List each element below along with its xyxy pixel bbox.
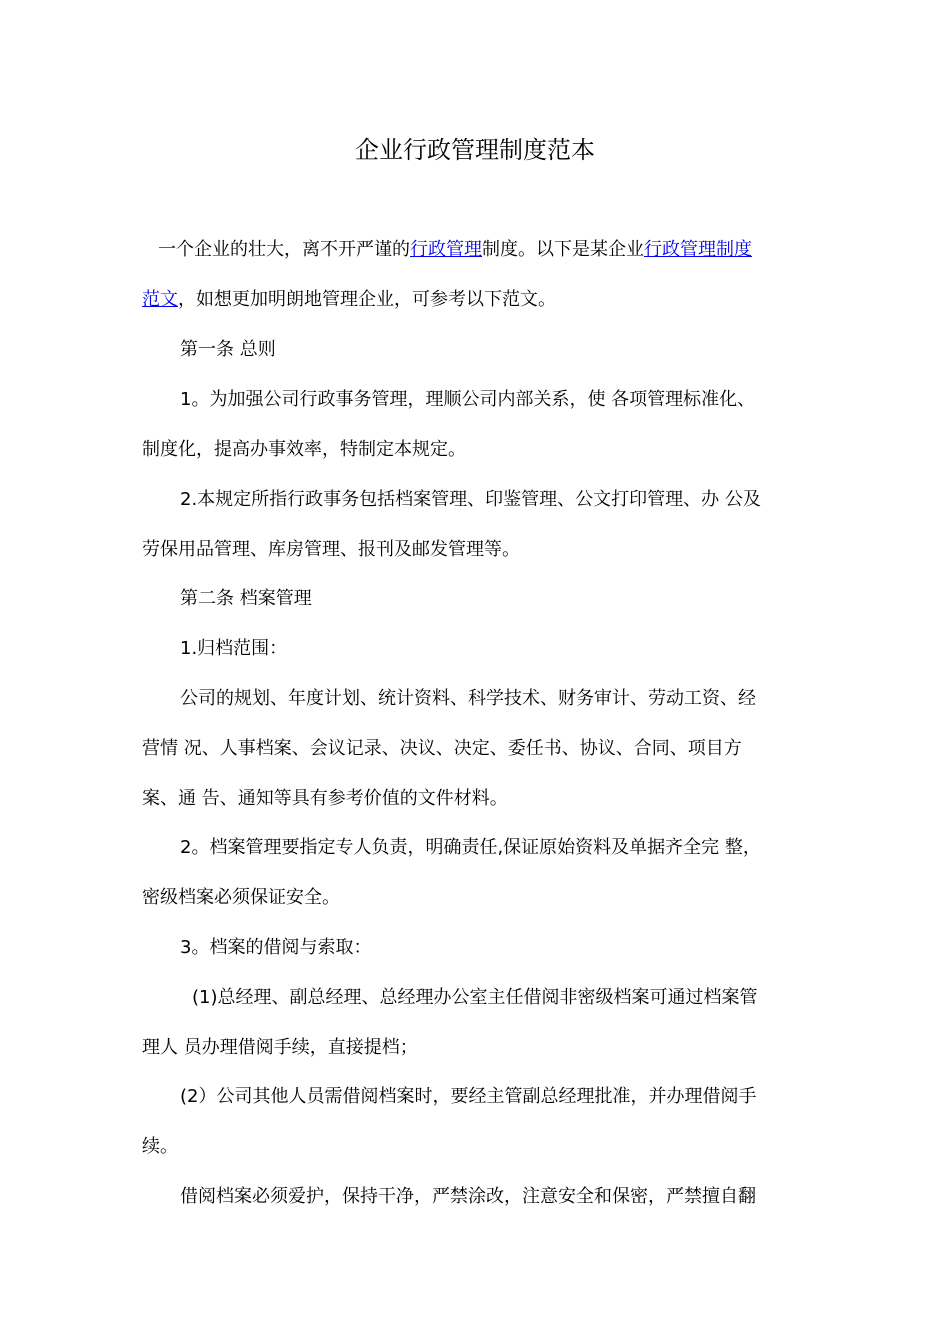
paragraph-line: (2）公司其他人员需借阅档案时，要经主管副总经理批准，并办理借阅手	[180, 1086, 757, 1107]
paragraph-line: 续。	[142, 1136, 178, 1157]
intro-line-2	[142, 287, 802, 313]
section-heading: 第一条 总则	[180, 339, 276, 360]
paragraph-line: 1.归档范围：	[180, 638, 288, 659]
paragraph-line: 1。为加强公司行政事务管理，理顺公司内部关系，使 各项管理标准化、	[180, 389, 756, 410]
paragraph-line: 制度化，提高办事效率，特制定本规定。	[142, 439, 466, 460]
paragraph-line: 劳保用品管理、库房管理、报刊及邮发管理等。	[142, 539, 520, 560]
intro-text: 一个企业的壮大，离不开严谨的	[158, 239, 410, 260]
paragraph-line: 密级档案必须保证安全。	[142, 887, 340, 908]
admin-policy-link[interactable]: 行政管理制度	[644, 239, 752, 260]
intro-text: ，如想更加明朗地管理企业，可参考以下范文。	[178, 289, 556, 310]
paragraph-line: 2。档案管理要指定专人负责，明确责任,保证原始资料及单据齐全完 整，	[180, 837, 761, 858]
paragraph-line: (1)总经理、副总经理、总经理办公室主任借阅非密级档案可通过档案管	[192, 987, 758, 1008]
page-title: 企业行政管理制度范本	[355, 136, 595, 164]
section-heading: 第二条 档案管理	[180, 588, 312, 609]
paragraph-line: 理人 员办理借阅手续，直接提档；	[142, 1037, 418, 1058]
intro-line-1	[158, 237, 818, 263]
paragraph-line: 2.本规定所指行政事务包括档案管理、印鉴管理、公文打印管理、办 公及	[180, 489, 761, 510]
paragraph-line: 3。档案的借阅与索取：	[180, 937, 372, 958]
intro-text: 制度。以下是某企业	[482, 239, 644, 260]
paragraph-line: 营情 况、人事档案、会议记录、决议、决定、委任书、协议、合同、项目方	[142, 738, 742, 759]
paragraph-line: 公司的规划、年度计划、统计资料、科学技术、财务审计、劳动工资、经	[180, 688, 756, 709]
admin-management-link[interactable]: 行政管理	[410, 239, 482, 260]
paragraph-line: 借阅档案必须爱护，保持干净，严禁涂改，注意安全和保密，严禁擅自翻	[180, 1186, 756, 1207]
admin-policy-link-cont[interactable]: 范文	[142, 289, 178, 310]
paragraph-line: 案、通 告、通知等具有参考价值的文件材料。	[142, 788, 508, 809]
